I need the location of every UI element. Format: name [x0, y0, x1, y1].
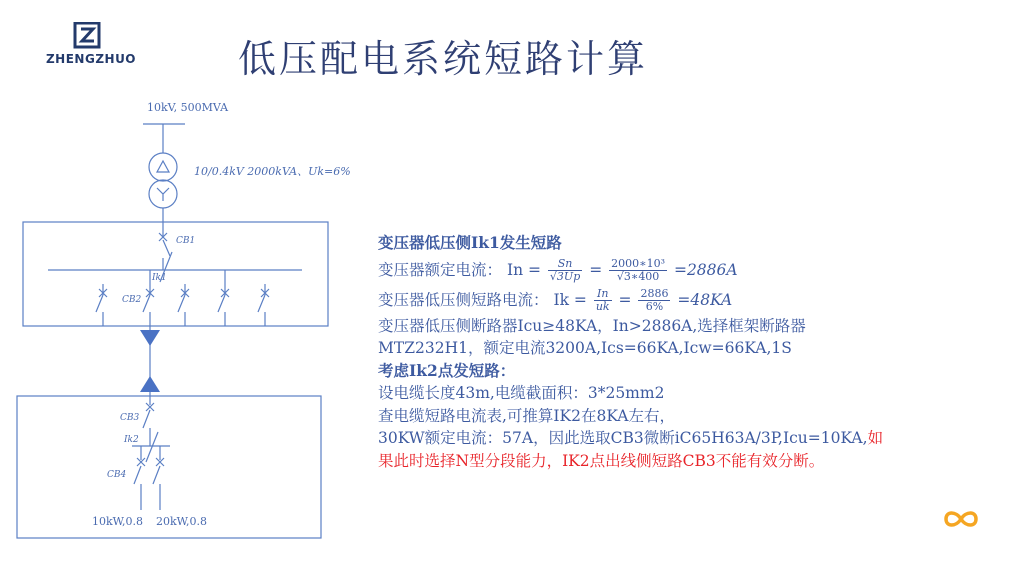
transformer-label: 10/0.4kV 2000kVA、Uk=6%: [194, 165, 351, 178]
rated-result: =2886A: [673, 260, 738, 279]
cb3-breaker: [143, 396, 154, 446]
breaker-selection-line: 变压器低压侧断路器Icu≥48KA，In>2886A,选择框架断路器: [378, 316, 806, 335]
cb4-breaker-b: [153, 446, 164, 510]
table-lookup-line: 查电缆短路电流表,可推算IK2在8KA左右，: [378, 406, 675, 425]
load2-label: 20kW,0.8: [156, 515, 208, 528]
short-circuit-line: 变压器低压侧短路电流： Ik = $\frac{In}{uk}$ = $\frac{2886}{6\%}$ =48KA: [378, 287, 733, 313]
load1-label: 10kW,0.8: [92, 515, 144, 528]
rated-current-line: 变压器额定电流： In = $\frac{Sn}{√3Up}$ = $\frac{\text{2000∗10³}}{√3∗400}$ =2886A: [378, 257, 738, 283]
cb1-blade: [163, 240, 170, 256]
transformer-primary-winding: [149, 153, 177, 181]
rated-fraction-1: [548, 258, 582, 283]
sc-fraction-1: [594, 288, 612, 313]
logo-text: ZHENGZHUO: [45, 52, 137, 66]
cable-line: 设电缆长度43m,电缆截面积：3*25mm2: [378, 384, 665, 402]
warning-start: 如: [867, 429, 884, 447]
rated-den1: √3Up: [549, 270, 581, 283]
page-title: 低压配电系统短路计算: [238, 37, 649, 81]
cb2-label: CB2: [122, 295, 142, 305]
rated-current-label: 变压器额定电流：: [378, 260, 503, 279]
warning-line: 果此时选择N型分段能力，IK2点出线侧短路CB3不能有效分断。: [378, 451, 825, 470]
rated-den2: √3∗400: [616, 270, 660, 283]
sc-fraction-2: [638, 288, 670, 313]
cb1-label: CB1: [176, 236, 196, 246]
down-triangle: [140, 330, 160, 346]
wye-symbol: [157, 188, 169, 201]
breaker-model-line: MTZ232H1，额定电流3200A,Ics=66KA,Icw=66KA,1S: [378, 339, 792, 357]
sc-lhs: Ik =: [553, 290, 587, 309]
cb3-label: CB3: [120, 413, 140, 423]
rated-30kw-text: 30KW额定电流：57A，因此选取CB3微断iC65H63A/3P,Icu=10KA,: [378, 429, 868, 447]
infinity-icon: [942, 508, 980, 530]
ik2-arrow: [146, 432, 158, 462]
sc-label: 变压器低压侧短路电流：: [378, 290, 549, 309]
ik2-label: Ik2: [124, 435, 139, 445]
sc-den1: uk: [595, 300, 610, 313]
rated-30kw-line: [378, 427, 998, 450]
sc-den2: 6%: [645, 300, 664, 313]
cb4-breaker-a: [134, 446, 145, 510]
up-triangle: [140, 376, 160, 392]
cb4-label: CB4: [107, 470, 127, 480]
sc-result: =48KA: [677, 290, 733, 309]
rated-fraction-2: [609, 258, 667, 283]
heading-ik2: 考虑Ik2点发短路：: [378, 360, 516, 380]
ik1-label: Ik1: [152, 273, 167, 283]
delta-symbol: [157, 161, 169, 172]
calculation-text: [378, 232, 998, 472]
sc-num2: 2886: [640, 287, 669, 300]
source-label: 10kV, 500MVA: [147, 101, 229, 114]
rated-lhs: In =: [506, 260, 541, 279]
rated-num1: Sn: [548, 258, 582, 271]
sc-num1: In: [594, 288, 612, 301]
heading-ik1: 变压器低压侧Ik1发生短路: [378, 233, 562, 252]
rated-num2: 2000∗10³: [611, 257, 666, 270]
